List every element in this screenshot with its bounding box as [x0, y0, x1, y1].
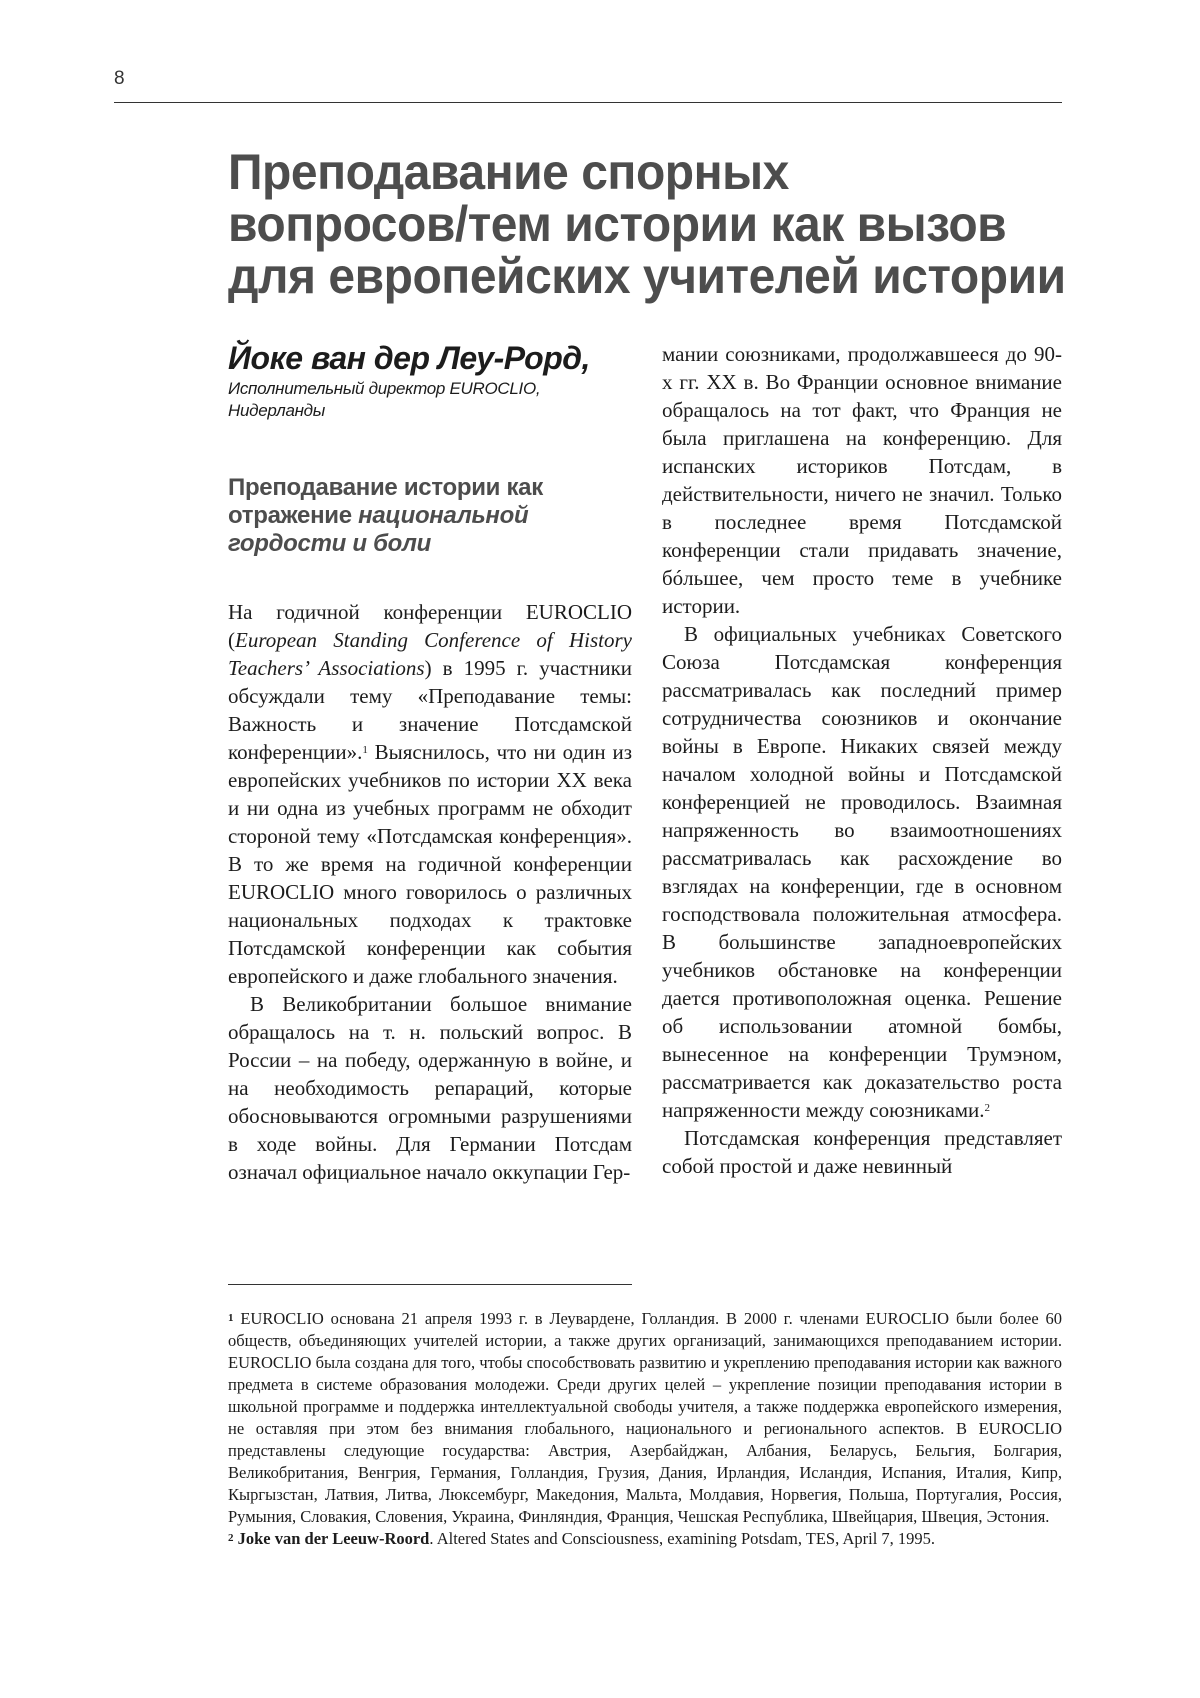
section-heading-line: [228, 502, 632, 530]
footnote-rule: [228, 1284, 632, 1285]
paragraph-text: На годичной конференции EUROCLIO (: [228, 600, 632, 652]
footnote-text: EUROCLIO основана 21 апреля 1993 г. в Леувардене, Голландия. В 2000 г. членами EUROCLIO были более 60 обществ, объединяющих учителей истории, а также других организаций, занимающихся преподаванием истории. EUROCLIO была создана для того, чтобы способствовать развитию и укреплению преподавания истории как важного предмета в системе образования молодежи. Среди других целей – укрепление позиции преподавания истории в школьной программе и поддержка интеллектуальной свободы учителя, а также поддержка европейского измерения, не оставляя при этом без внимания глобального, национального и регионального аспектов. В EUROCLIO представлены следующие государства: Австрия, Азербайджан, Албания, Беларусь, Бельгия, Болгария, Великобритания, Венгрия, Германия, Голландия, Грузия, Дания, Ирландия, Исландия, Испания, Италия, Кипр, Кыргызстан, Латвия, Литва, Люксембург, Македония, Мальта, Молдавия, Норвегия, Польша, Португалия, Россия, Румыния, Словакия, Словения, Украина, Финляндия, Франция, Чешская Республика, Швейцария, Швеция, Эстония.: [228, 1309, 1062, 1526]
paragraph: [662, 620, 1062, 1124]
author-name: Йоке ван дер Леу-Рорд,: [228, 340, 590, 376]
footnote-ref[interactable]: 2: [984, 1102, 991, 1114]
paragraph-italic-text: European Standing Conference of History Teachers’ Associations: [228, 628, 632, 680]
section-heading-italic: национальной: [358, 502, 529, 529]
title-line: для европейских учителей истории: [228, 248, 1066, 304]
footnote-author: Joke van der Leeuw-Roord: [237, 1529, 430, 1548]
footnotes: [228, 1308, 1062, 1550]
left-column: [228, 340, 632, 1186]
footnote: [228, 1308, 1062, 1528]
section-heading-italic: гордости и боли: [228, 530, 431, 557]
header-rule: [114, 102, 1062, 103]
paragraph-text: ) в 1995 г. участники обсуждали тему «Преподавание темы: Важность и значение Потсдамской конференции».: [228, 656, 633, 764]
left-body-text: [228, 598, 632, 1186]
paragraph: мании союзниками, продолжавшееся до 90-х гг. XX в. Во Франции основное внимание обращалось на тот факт, что Франция не была приглашена на конференцию. Для испанских историков Потсдам, в действительности, ничего не значил. Только в последнее время Потсдамской конференции стали придавать значение, бóльшее, чем просто теме в учебнике истории.: [662, 342, 1062, 618]
article-title: [228, 144, 1066, 304]
author-affiliation: Исполнительный директор EUROCLIO, Нидерланды: [228, 379, 541, 420]
footnote-text: . Altered States and Consciousness, examining Potsdam, TES, April 7, 1995.: [429, 1529, 936, 1548]
footnote-ref[interactable]: 1: [362, 744, 368, 756]
footnote-marker: 1: [228, 1312, 234, 1324]
title-line: Преподавание спорных: [228, 144, 789, 200]
paragraph: [228, 598, 632, 990]
paragraph-text: В официальных учебниках Советского Союза Потсдамская конференция рассматривалась как последний пример сотрудничества союзников и окончание войны в Европе. Никаких связей между началом холодной войны и Потсдамской конференцией не проводилось. Взаимная напряженность во взаимоотношениях рассматривалась как расхождение во взглядах на конференции, где в основном господствовала положительная атмосфера. В большинстве западноевропейских учебников обстановке на конференции дается противоположная оценка. Решение об использовании атомной бомбы, вынесенное на конференции Трумэном, рассматривается как доказательство роста напряженности между союзниками.: [662, 622, 1062, 1122]
paragraph-text: Выяснилось, что ни один из европейских учебников по истории XX века и ни одна из учебных программ не обходит стороной тему «Потсдамская конференция». В то же время на годичной конференции EUROCLIO много говорилось о различных национальных подходах к трактовке Потсдамской конференции как события европейского и даже глобального значения.: [228, 740, 632, 988]
title-line: вопросов/тем истории как вызов: [228, 196, 1007, 252]
footnote: [228, 1528, 1062, 1550]
paragraph: В Великобритании большое внимание обращалось на т. н. польский вопрос. В России – на победу, одержанную в войне, и на необходимость репараций, которые обосновываются огромными разрушениями в ходе войны. Для Германии Потсдам означал официальное начало оккупации Гер-: [228, 992, 632, 1184]
right-column: [662, 340, 1062, 1180]
page-number: 8: [114, 68, 125, 89]
section-heading-line: Преподавание истории как: [228, 474, 543, 501]
footnote-marker: 2: [228, 1532, 234, 1544]
section-heading-plain: отражение: [228, 502, 359, 529]
section-heading-line: [228, 530, 632, 558]
section-heading: [228, 474, 632, 558]
paragraph: Потсдамская конференция представляет собой простой и даже невинный: [662, 1126, 1062, 1178]
